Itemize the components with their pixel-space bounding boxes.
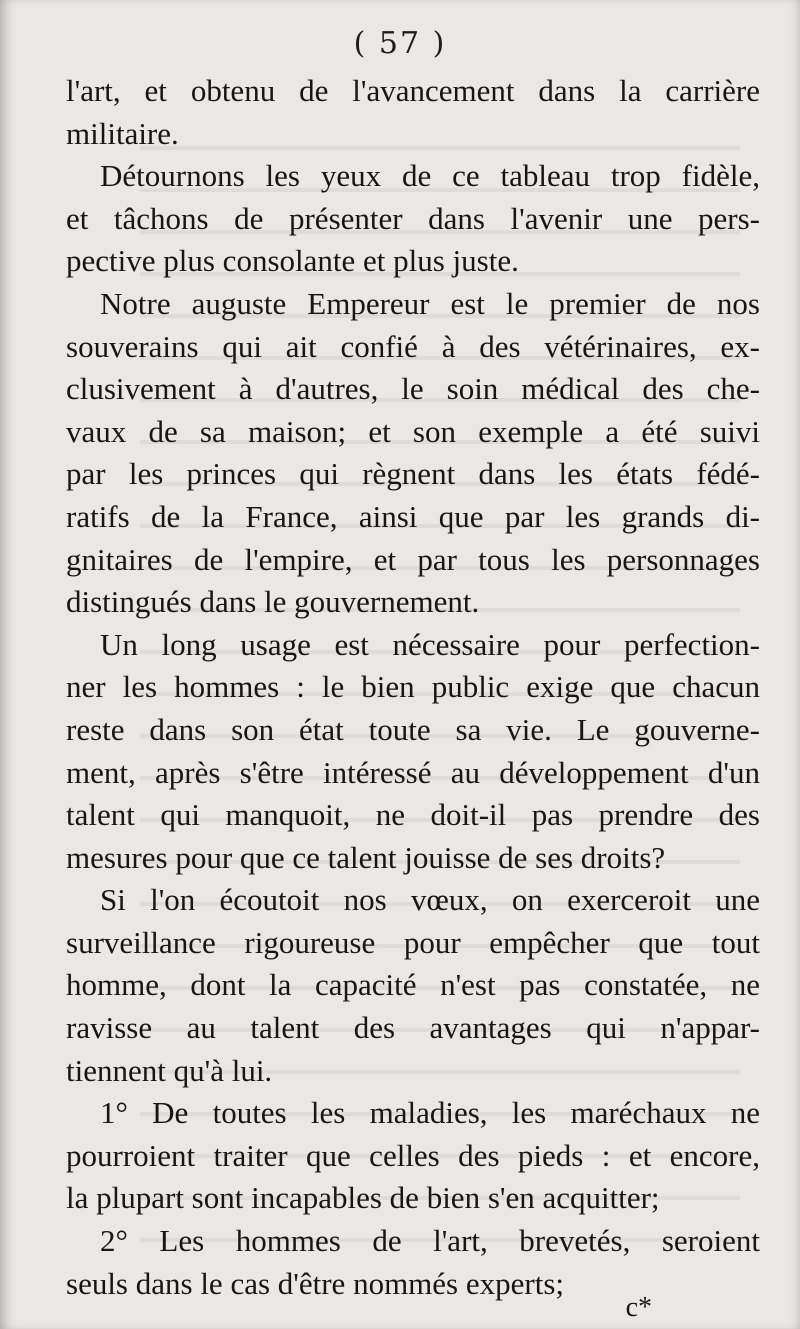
text-line: l'art, et obtenu de l'avancement dans la carrière (66, 73, 760, 108)
paragraph (66, 1220, 760, 1305)
text-line: pourroient traiter que celles des pieds : et encore, (66, 1137, 760, 1173)
text-line: surveillance rigoureuse pour empêcher que tout (66, 924, 760, 960)
paragraph (66, 879, 760, 1092)
text-line: et tâchons de présenter dans l'avenir une pers- (66, 200, 760, 236)
text-line: ratifs de la France, ainsi que par les grands di- (66, 498, 760, 534)
text-line: distingués dans le gouvernement. (66, 584, 480, 620)
text-line: homme, dont la capacité n'est pas constatée, ne (66, 967, 760, 1003)
text-line: 2° Les hommes de l'art, brevetés, seroient (100, 1223, 760, 1259)
text-line: ravisse au talent des avantages qui n'appar- (66, 1010, 760, 1046)
text-line: ner les hommes : le bien public exige que chacun (66, 669, 760, 705)
text-line: souverains qui ait confié à des vétérinaires, ex- (66, 328, 760, 364)
text-line: tiennent qu'à lui. (66, 1052, 273, 1088)
text-line: ment, après s'être intéressé au développement d'un (66, 754, 760, 790)
text-line: Un long usage est nécessaire pour perfection- (100, 626, 760, 662)
text-line: mesures pour que ce talent jouisse de ses droits? (66, 839, 666, 875)
text-line: seuls dans le cas d'être nommés experts; (66, 1265, 564, 1301)
text-line: gnitaires de l'empire, et par tous les personnages (66, 541, 760, 577)
page-number: ( 57 ) (353, 26, 447, 61)
paragraph (66, 1092, 760, 1220)
text-line: clusivement à d'autres, le soin médical des che- (66, 371, 760, 407)
text-line: militaire. (66, 115, 179, 151)
text-line: par les princes qui règnent dans les états fédé- (66, 456, 760, 492)
text-line: 1° De toutes les maladies, les maréchaux ne (100, 1095, 760, 1131)
text-line: vaux de sa maison; et son exemple a été suivi (66, 413, 760, 449)
body-text (66, 70, 760, 1305)
paragraph (66, 283, 760, 624)
text-line: la plupart sont incapables de bien s'en acquitter; (66, 1180, 660, 1216)
signature-mark: c* (625, 1292, 652, 1323)
paragraph (66, 70, 760, 155)
text-line: Notre auguste Empereur est le premier de nos (100, 285, 760, 321)
text-line: Si l'on écoutoit nos vœux, on exerceroit une (100, 882, 760, 918)
paragraph (66, 624, 760, 880)
text-line: pective plus consolante et plus juste. (66, 243, 519, 279)
text-line: reste dans son état toute sa vie. Le gouverne- (66, 711, 760, 747)
text-line: talent qui manquoit, ne doit-il pas prendre des (66, 797, 760, 833)
paragraph (66, 155, 760, 283)
text-line: Détournons les yeux de ce tableau trop fidèle, (100, 158, 760, 194)
